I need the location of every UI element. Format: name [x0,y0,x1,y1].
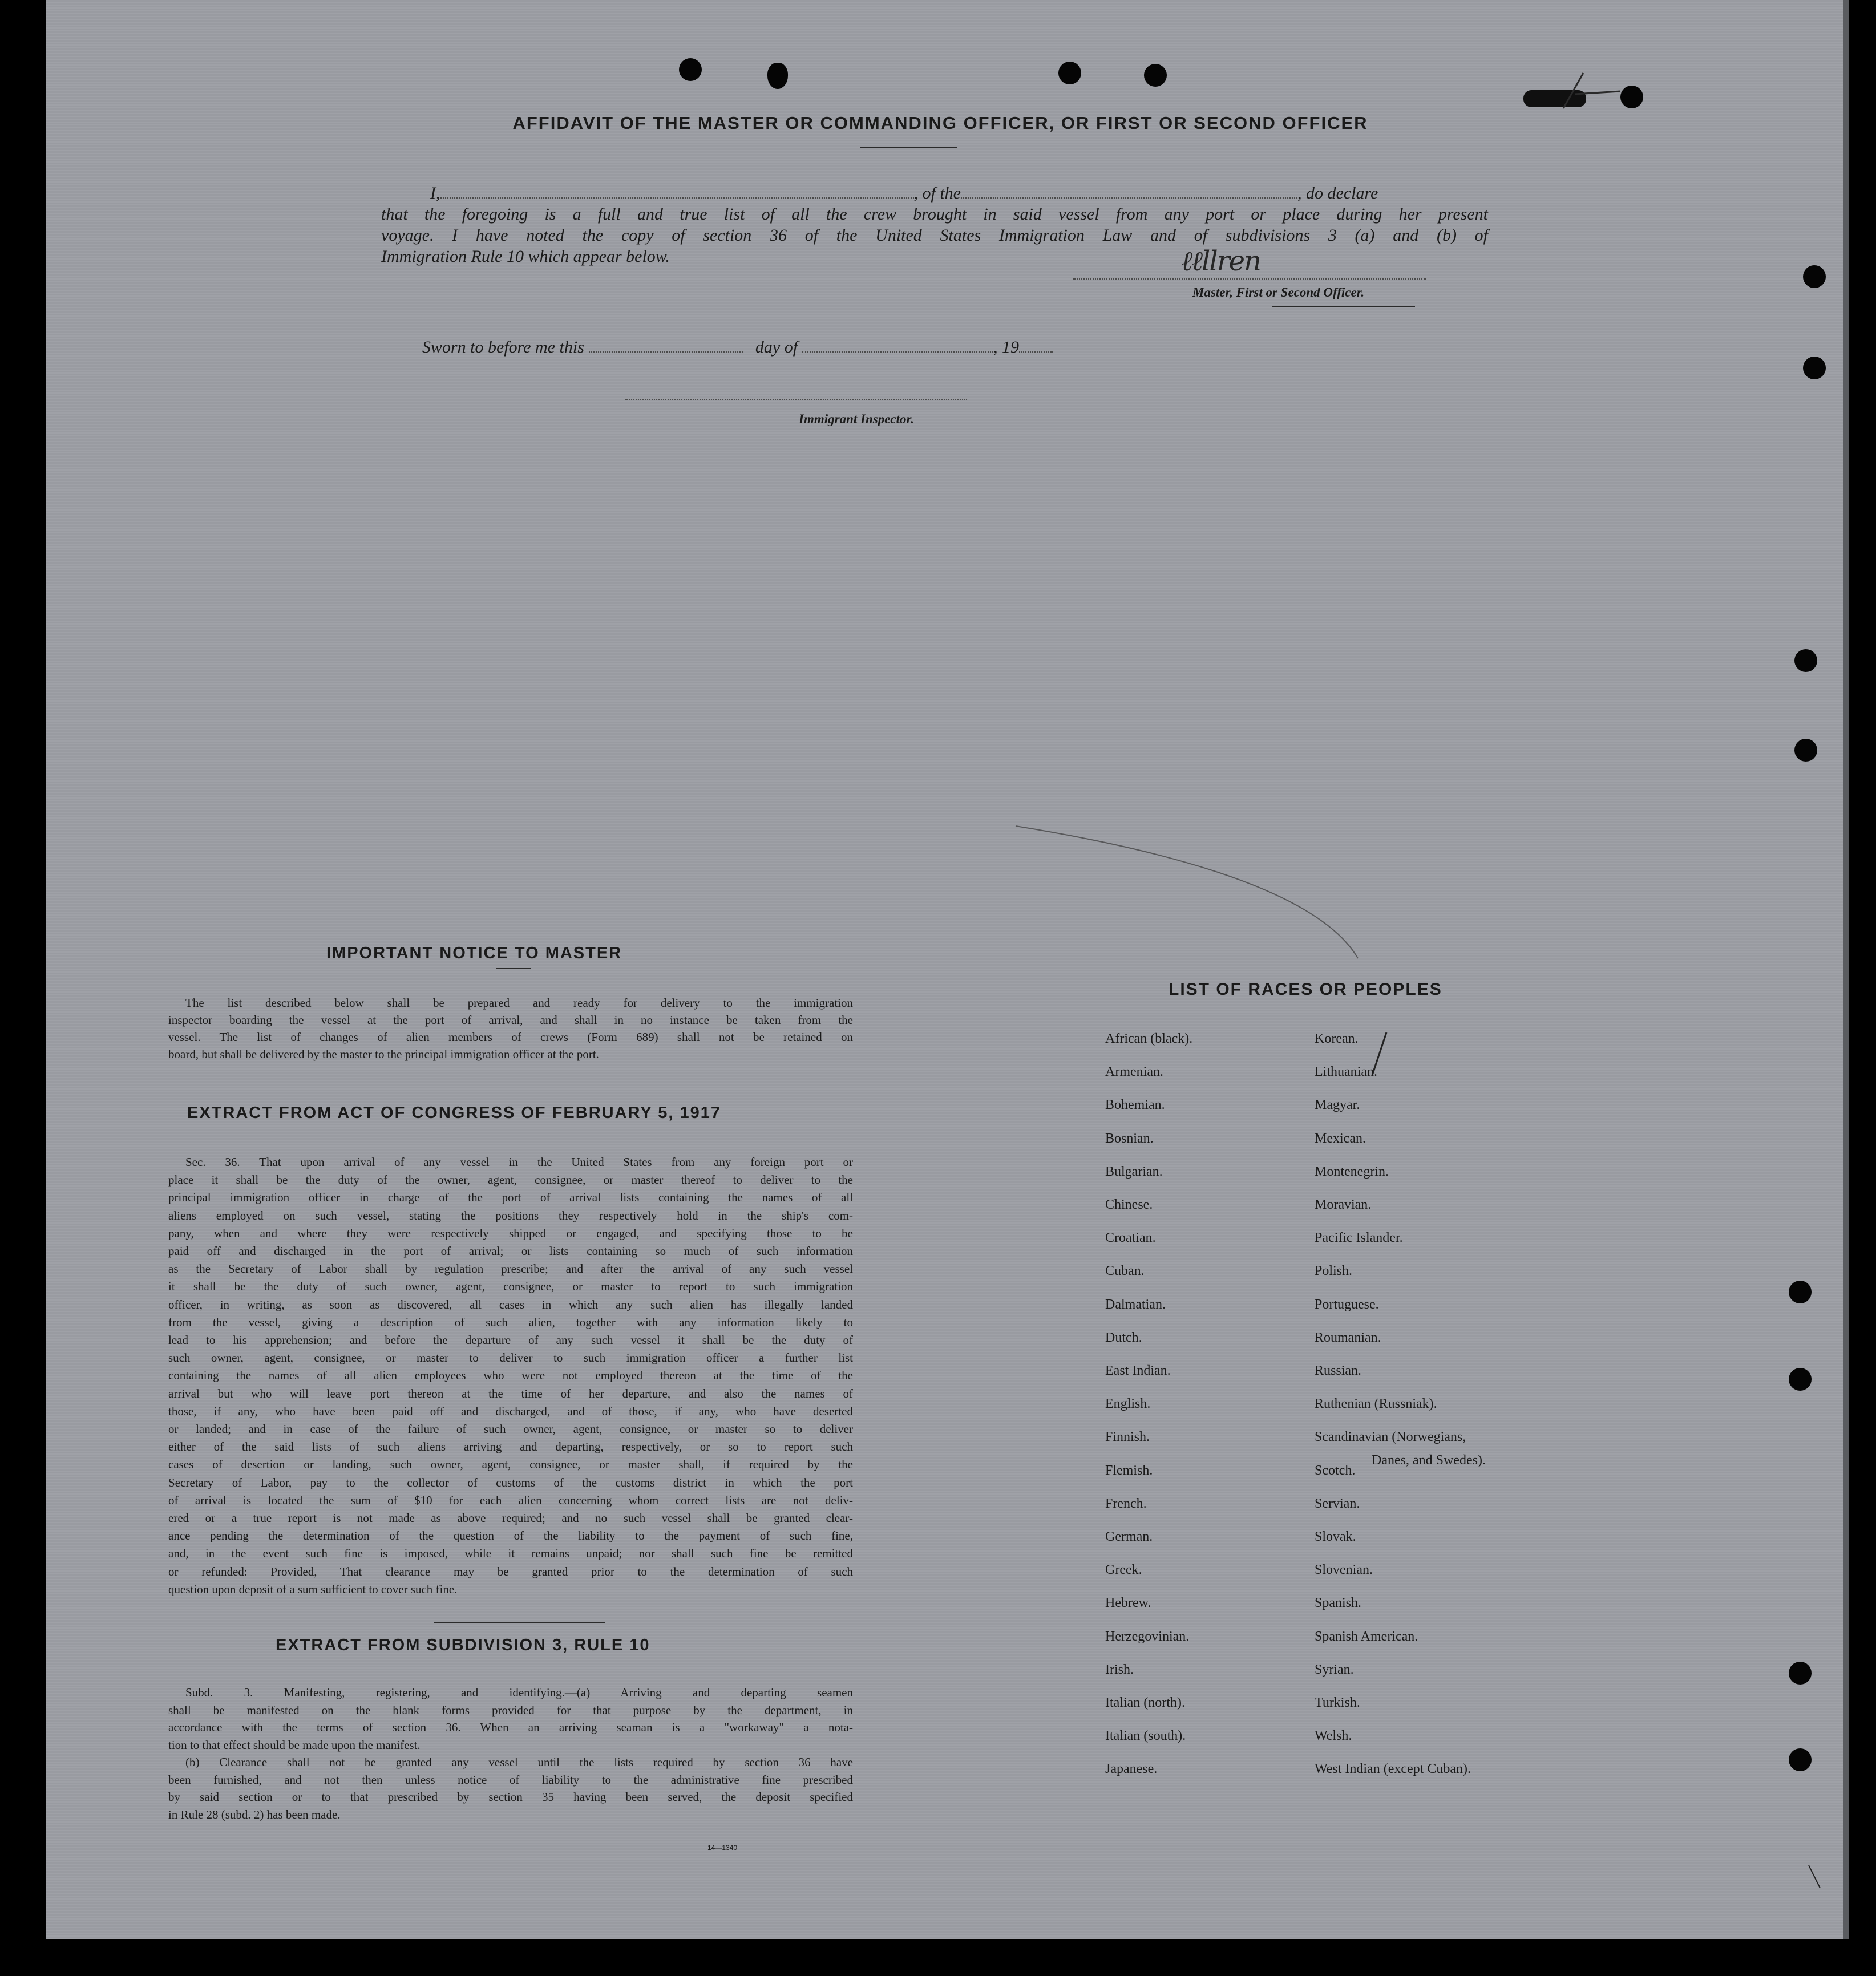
race-item: Chinese. [1105,1197,1153,1212]
race-item: Bosnian. [1105,1131,1154,1146]
race-item: Russian. [1315,1363,1362,1378]
notice-body [168,994,853,1063]
race-item: Finnish. [1105,1430,1150,1444]
affidavit-title: AFFIDAVIT OF THE MASTER OR COMMANDING OFFICER, OR FIRST OR SECOND OFFICER [512,113,1368,133]
act-line: officer, in writing, as soon as discovered, all cases in which any such alien has illegally landed [168,1297,853,1311]
race-item: Scotch. [1315,1463,1356,1478]
sworn-day-field[interactable] [589,339,743,353]
act-line: ance pending the determination of the question of the liability to the payment of such fine, [168,1529,853,1543]
race-item: Slovenian. [1315,1562,1373,1577]
race-item: East Indian. [1105,1363,1171,1378]
race-item: Polish. [1315,1264,1353,1278]
rule-extract-title: EXTRACT FROM SUBDIVISION 3, RULE 10 [276,1636,650,1654]
race-item: Japanese. [1105,1762,1158,1776]
act-line: Secretary of Labor, pay to the collector of customs of the customs district in which the port [168,1475,853,1489]
act-line: and, in the event such fine is imposed, while it remains unpaid; nor shall such fine be remitted [168,1546,853,1561]
act-line: pany, when and where they were respectively shipped or engaged, and specifying those to be [168,1226,853,1240]
race-item: Korean. [1315,1031,1359,1046]
race-item: English. [1105,1396,1151,1411]
race-item: Dalmatian. [1105,1297,1166,1312]
sworn-line [422,337,1053,358]
act-extract-title: EXTRACT FROM ACT OF CONGRESS OF FEBRUARY 5, 1917 [187,1104,722,1122]
declarant-prefix: I, [430,184,440,203]
race-item: Croatian. [1105,1230,1156,1245]
act-line: arrival but who will leave port thereon at the time of her departure, and also the names of [168,1386,853,1400]
act-line: ered or a true report is not made as above required; and no such vessel shall be granted clear- [168,1511,853,1525]
race-item: Flemish. [1105,1463,1153,1478]
rule-line: tion to that effect should be made upon the manifest. [168,1738,421,1752]
affidavit-body [381,183,1488,267]
race-item: Spanish. [1315,1596,1362,1610]
race-item: Pacific Islander. [1315,1230,1403,1245]
race-item: Cuban. [1105,1264,1145,1278]
races-title: LIST OF RACES OR PEOPLES [1169,980,1442,999]
race-item: Moravian. [1315,1197,1372,1212]
rule-line: shall be manifested on the blank forms provided for that purpose by the department, in [168,1703,853,1717]
signature-label: Master, First or Second Officer. [1192,285,1365,299]
act-line: question upon deposit of a sum sufficient to cover such fine. [168,1582,458,1596]
race-item: Montenegrin. [1315,1164,1389,1179]
act-line: principal immigration officer in charge of the port of arrival lists containing the names of all [168,1191,853,1205]
race-item: Italian (north). [1105,1695,1185,1710]
rule-line: in Rule 28 (subd. 2) has been made. [168,1807,341,1821]
notice-line: board, but shall be delivered by the master to the principal immigration officer at the port. [168,1047,599,1061]
race-item: Hebrew. [1105,1596,1151,1610]
declarant-name-field[interactable] [440,185,914,199]
sworn-year: , 19 [993,338,1020,357]
act-line: cases of desertion or landing, such owner, agent, consignee, or master shall, if required by the [168,1457,853,1472]
race-item: Syrian. [1315,1662,1354,1677]
act-line: those, if any, who have been paid off and discharged, and of those, if any, who have deserted [168,1404,853,1418]
sworn-day-of: day of [755,338,798,357]
race-item: Spanish American. [1315,1629,1418,1644]
affidavit-line: that the foregoing is a full and true list of all the crew brought in said vessel from any port or place during her present [381,205,1488,224]
inspector-signature-line[interactable] [625,398,967,400]
signature-underline [1272,306,1415,307]
sworn-prefix: Sworn to before me this [422,338,584,357]
race-item: Roumanian. [1315,1330,1381,1345]
act-line: paid off and discharged in the port of arrival; or lists containing so much of such information [168,1244,853,1258]
race-item: Servian. [1315,1496,1360,1511]
sworn-month-field[interactable] [802,339,993,353]
act-line: aliens employed on such vessel, stating the positions they respectively hold in the ship's com- [168,1208,853,1222]
declare-label: , do declare [1297,184,1378,203]
race-item: Turkish. [1315,1695,1360,1710]
race-item: Irish. [1105,1662,1134,1677]
act-extract-body [168,1153,853,1598]
rule-line: by said section or to that prescribed by section 35 having been served, the deposit specified [168,1790,853,1804]
race-item: Dutch. [1105,1330,1142,1345]
race-item: Bulgarian. [1105,1164,1163,1179]
race-item: Lithuanian. [1315,1064,1377,1079]
act-line: such owner, agent, consignee, or master to deliver to such immigration officer a further list [168,1351,853,1365]
declaration-line [381,183,1488,204]
race-item: Herzegovinian. [1105,1629,1190,1644]
race-item-continuation: Danes, and Swedes). [1372,1453,1486,1468]
race-item: Welsh. [1315,1728,1352,1743]
race-item: Italian (south). [1105,1728,1186,1743]
of-the-label: , of the [913,184,961,203]
signature-line[interactable] [1073,277,1426,280]
rule-line: Subd. 3. Manifesting, registering, and identifying.—(a) Arriving and departing seamen [185,1686,853,1699]
race-item: Greek. [1105,1562,1142,1577]
race-item: Slovak. [1315,1529,1356,1544]
title-rule [860,147,957,148]
rule-extract-body [168,1684,853,1823]
vessel-name-field[interactable] [961,185,1297,199]
race-item: French. [1105,1496,1147,1511]
race-item: Magyar. [1315,1098,1360,1112]
act-divider [434,1622,605,1623]
act-line: Sec. 36. That upon arrival of any vessel in the United States from any foreign port or [185,1155,853,1169]
form-number: 14—1340 [707,1844,738,1852]
act-line: from the vessel, giving a description of such alien, together with any information likely to [168,1315,853,1329]
notice-line: The list described below shall be prepared and ready for delivery to the immigration [185,996,853,1010]
act-line: either of the said lists of such aliens arriving and departing, respectively, or so to report such [168,1440,853,1454]
race-item: Armenian. [1105,1064,1163,1079]
act-line: as the Secretary of Labor shall by regulation prescribe; and after the arrival of any such vessel [168,1262,853,1276]
race-item: German. [1105,1529,1153,1544]
race-item: West Indian (except Cuban). [1315,1762,1471,1776]
notice-line: inspector boarding the vessel at the port of arrival, and shall in no instance be taken from the [168,1013,853,1027]
notice-rule [496,968,531,969]
race-item: Bohemian. [1105,1098,1165,1112]
race-item: Ruthenian (Russniak). [1315,1396,1437,1411]
rule-line: been furnished, and not then unless notice of liability to the administrative fine prescribed [168,1772,853,1787]
act-line: or refunded: Provided, That clearance may be granted prior to the determination of such [168,1564,853,1578]
affidavit-line: Immigration Rule 10 which appear below. [381,247,670,266]
race-item: Mexican. [1315,1131,1366,1146]
notice-line: vessel. The list of changes of alien members of crews (Form 689) shall not be retained on [168,1030,853,1044]
act-line: lead to his apprehension; and before the departure of any such vessel it shall be the duty of [168,1333,853,1347]
act-line: it shall be the duty of such owner, agent, consignee, or master to report to such immigration [168,1279,853,1294]
race-item: Portuguese. [1315,1297,1379,1312]
affidavit-line: voyage. I have noted the copy of section 36 of the United States Immigration Law and of subdivisions 3 (a) and (b) of [381,226,1488,245]
race-item: Scandinavian (Norwegians, [1315,1430,1466,1444]
rule-line: (b) Clearance shall not be granted any vessel until the lists required by section 36 have [185,1755,853,1769]
officer-signature: ℓℓllren [1181,245,1260,277]
race-item: African (black). [1105,1031,1193,1046]
document-sheet [46,0,1849,1939]
inspector-label: Immigrant Inspector. [799,412,914,426]
act-line: containing the names of all alien employees who were not employed thereon at the time of the [168,1368,853,1383]
sworn-year-field[interactable] [1019,339,1053,353]
notice-title: IMPORTANT NOTICE TO MASTER [326,944,622,962]
act-line: of arrival is located the sum of $10 for each alien concerning whom correct lists are not deliv- [168,1493,853,1507]
act-line: place it shall be the duty of the owner, agent, consignee, or master thereof to deliver to the [168,1173,853,1187]
rule-line: accordance with the terms of section 36. When an arriving seaman is a "workaway" a nota- [168,1720,853,1734]
act-line: or landed; and in case of the failure of such owner, agent, consignee, or master so to deliver [168,1422,853,1436]
